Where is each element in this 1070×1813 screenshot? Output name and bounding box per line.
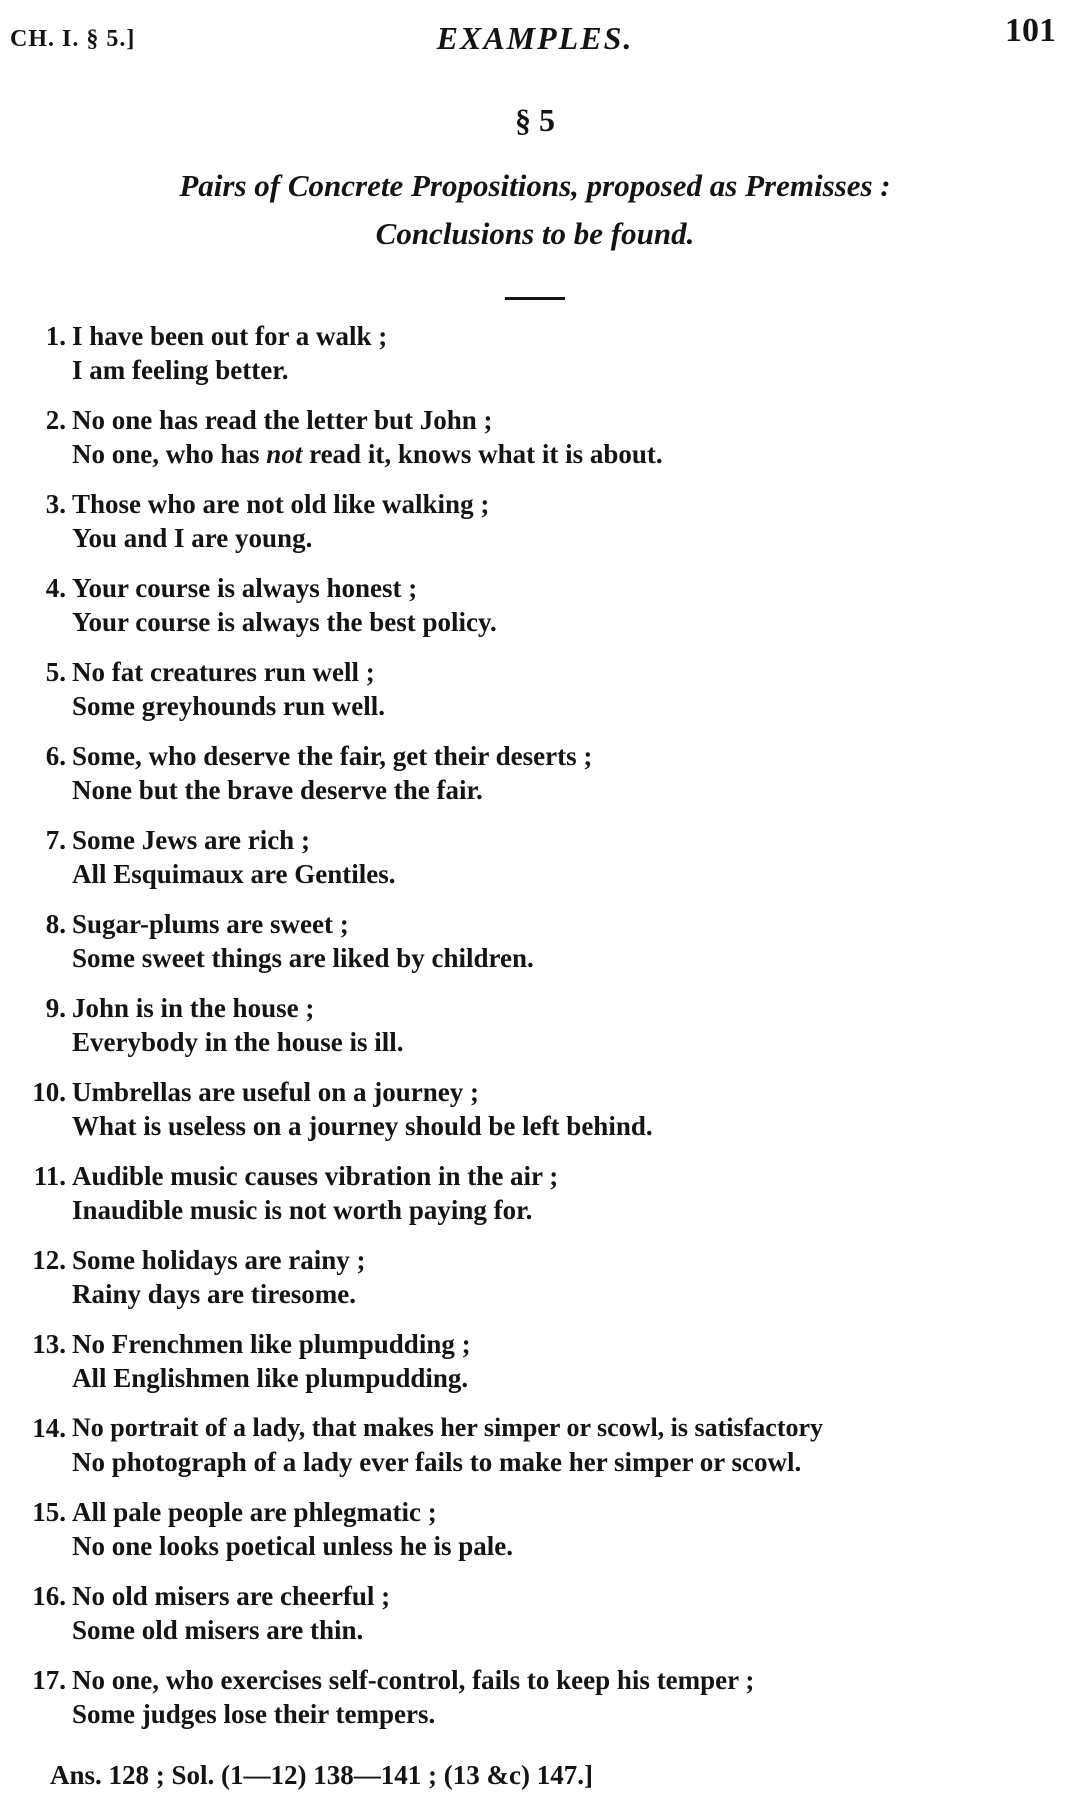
item-number: 2. [45,405,66,435]
section-title-line-2: Conclusions to be found. [375,216,695,251]
premiss-2: Everybody in the house is ill. [72,1027,404,1057]
premiss-1: Sugar-plums are sweet ; [72,909,349,939]
item-number: 7. [45,825,66,855]
example-list [0,320,1070,1748]
premiss-2: All Esquimaux are Gentiles. [72,859,396,889]
premiss-1: No portrait of a lady, that makes her simper or scowl, is satisfactory [72,1413,824,1442]
premiss-1: No old misers are cheerful ; [72,1581,391,1611]
premiss-1: Some Jews are rich ; [72,825,310,855]
item-number: 9. [45,993,66,1023]
premiss-1: No fat creatures run well ; [72,657,375,687]
premiss-1: No Frenchmen like plumpudding ; [72,1329,471,1359]
section-title-line-1: Pairs of Concrete Propositions, proposed as Premisses : [179,168,891,203]
example-item-6 [0,740,1070,824]
item-number: 17. [32,1665,66,1695]
premiss-2: I am feeling better. [72,355,289,385]
chapter-reference: CH. I. § 5.] [10,26,136,52]
premiss-2: Some old misers are thin. [72,1615,364,1645]
answer-reference: Ans. 128 ; Sol. (1—12) 138—141 ; (13 &c) 147.] [50,1760,593,1790]
premiss-2: No photograph of a lady ever fails to make her simper or scowl. [72,1447,802,1477]
premiss-2: Your course is always the best policy. [72,607,497,637]
example-item-4 [0,572,1070,656]
item-number: 8. [45,909,66,939]
premiss-2: Rainy days are tiresome. [72,1279,356,1309]
premiss-2: Inaudible music is not worth paying for. [72,1195,533,1225]
running-title: EXAMPLES. [436,20,634,56]
item-number: 13. [32,1329,66,1359]
premiss-1: No one, who exercises self-control, fails to keep his temper ; [72,1665,755,1695]
premiss-2-emphasis: not [266,439,303,469]
running-head [0,12,1070,60]
example-item-13 [0,1328,1070,1412]
item-number: 11. [33,1161,66,1191]
item-number: 15. [32,1497,66,1527]
example-item-1 [0,320,1070,404]
item-number: 6. [45,741,66,771]
item-number: 10. [32,1077,66,1107]
premiss-1: No one has read the letter but John ; [72,405,493,435]
premiss-2: Some judges lose their tempers. [72,1699,436,1729]
premiss-2: Some greyhounds run well. [72,691,386,721]
item-number: 3. [45,489,66,519]
section-divider [505,297,565,300]
premiss-1: John is in the house ; [72,993,315,1023]
premiss-2: No one looks poetical unless he is pale. [72,1531,514,1561]
page-number: 101 [1005,12,1056,49]
premiss-2: What is useless on a journey should be left behind. [72,1111,653,1141]
section-mark: § 5 [515,102,555,138]
premiss-1: I have been out for a walk ; [72,321,388,351]
example-item-16 [0,1580,1070,1664]
example-item-15 [0,1496,1070,1580]
example-item-8 [0,908,1070,992]
premiss-1: Some, who deserve the fair, get their deserts ; [72,741,593,771]
premiss-2: None but the brave deserve the fair. [72,775,483,805]
example-item-3 [0,488,1070,572]
section-title [30,162,1040,258]
premiss-2-pre: No one, who has [72,439,267,469]
premiss-1: Your course is always honest ; [72,573,418,603]
premiss-1: Some holidays are rainy ; [72,1245,366,1275]
example-item-10 [0,1076,1070,1160]
item-number: 16. [32,1581,66,1611]
example-item-9 [0,992,1070,1076]
example-item-2 [0,404,1070,488]
example-item-17 [0,1664,1070,1748]
example-item-12 [0,1244,1070,1328]
example-item-14 [0,1412,1070,1496]
premiss-2-post: read it, knows what it is about. [302,439,663,469]
premiss-1: All pale people are phlegmatic ; [72,1497,437,1527]
premiss-1: Umbrellas are useful on a journey ; [72,1077,479,1107]
item-number: 14. [32,1413,66,1443]
item-number: 4. [45,573,66,603]
premiss-1: Those who are not old like walking ; [72,489,490,519]
example-item-5 [0,656,1070,740]
premiss-2 [72,438,663,470]
premiss-2: All Englishmen like plumpudding. [72,1363,469,1393]
item-number: 5. [45,657,66,687]
item-number: 1. [45,321,66,351]
premiss-1: Audible music causes vibration in the air ; [72,1161,559,1191]
example-item-11 [0,1160,1070,1244]
item-number: 12. [32,1245,66,1275]
example-item-7 [0,824,1070,908]
premiss-2: Some sweet things are liked by children. [72,943,534,973]
premiss-2: You and I are young. [72,523,313,553]
